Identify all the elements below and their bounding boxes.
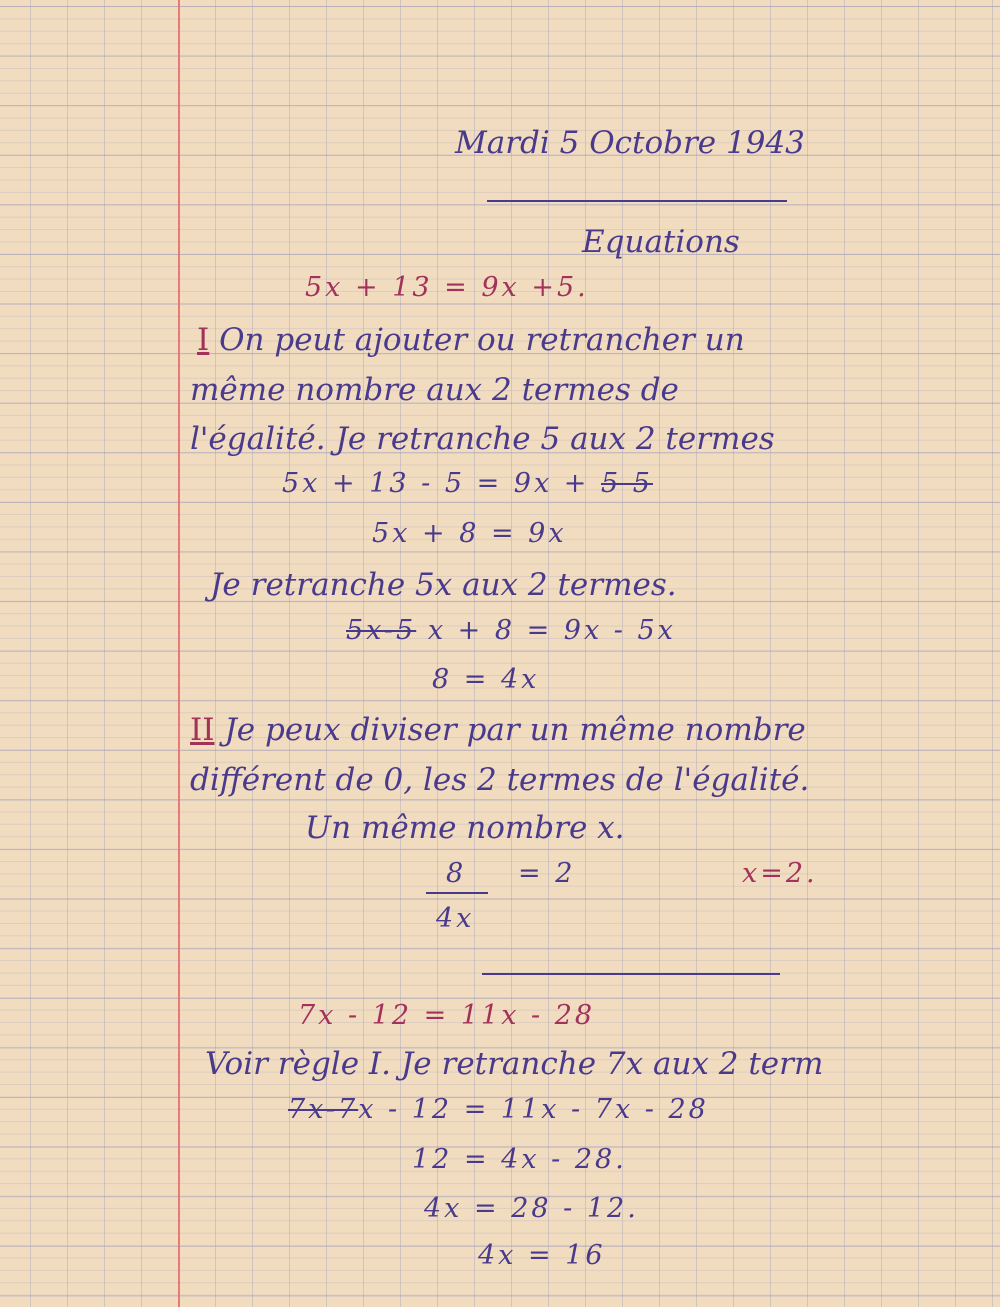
fraction-equals: = 2 xyxy=(518,858,576,889)
rule1-line-2: même nombre aux 2 termes de xyxy=(190,372,679,408)
header-rule xyxy=(487,200,787,202)
rule2-line-1 xyxy=(190,712,806,748)
step2-2: 12 = 4x - 28. xyxy=(412,1144,627,1175)
rule-ref-line: Voir règle I. Je retranche 7x aux 2 term xyxy=(205,1046,824,1082)
rule2-number: II xyxy=(190,712,215,748)
rule1-text-1: On peut ajouter ou retrancher un xyxy=(219,322,745,358)
fraction-denominator: 4x xyxy=(436,903,475,934)
step1-1 xyxy=(282,468,653,499)
fraction-numerator: 8 xyxy=(446,858,467,889)
rule1-line-1 xyxy=(197,322,745,358)
result-1: x=2. xyxy=(742,858,818,889)
step2-4: 4x = 16 xyxy=(478,1240,606,1271)
step1-1-struck: 5 5 xyxy=(601,468,653,499)
step2-1 xyxy=(288,1094,709,1125)
rule1-number: I xyxy=(197,322,210,358)
fraction-bar xyxy=(426,892,488,894)
step2-1-main: x - 12 = 11x - 7x - 28 xyxy=(358,1094,709,1125)
step1-3-struck: 5x-5 xyxy=(346,615,417,646)
step2-3: 4x = 28 - 12. xyxy=(424,1193,639,1224)
rule2-line-2: différent de 0, les 2 termes de l'égalité. xyxy=(190,762,810,798)
rule2-line-3: Un même nombre x. xyxy=(305,810,625,846)
rule2-text-1: Je peux diviser par un même nombre xyxy=(224,712,806,748)
rule1b-line: Je retranche 5x aux 2 termes. xyxy=(210,567,677,603)
date-heading: Mardi 5 Octobre 1943 xyxy=(455,125,805,161)
step1-2: 5x + 8 = 9x xyxy=(372,518,567,549)
rule1-line-3: l'égalité. Je retranche 5 aux 2 termes xyxy=(190,421,775,457)
equation-2: 7x - 12 = 11x - 28 xyxy=(298,1000,596,1031)
margin-line xyxy=(178,0,180,1307)
title-equations: Equations xyxy=(582,224,740,260)
step2-1-struck: 7x-7 xyxy=(288,1094,359,1125)
step1-3 xyxy=(346,615,676,646)
step1-4: 8 = 4x xyxy=(432,664,540,695)
step1-3-main: x + 8 = 9x - 5x xyxy=(427,615,676,646)
section-rule xyxy=(482,973,780,975)
step1-1-main: 5x + 13 - 5 = 9x + xyxy=(282,468,601,499)
equation-1: 5x + 13 = 9x +5. xyxy=(305,272,589,303)
